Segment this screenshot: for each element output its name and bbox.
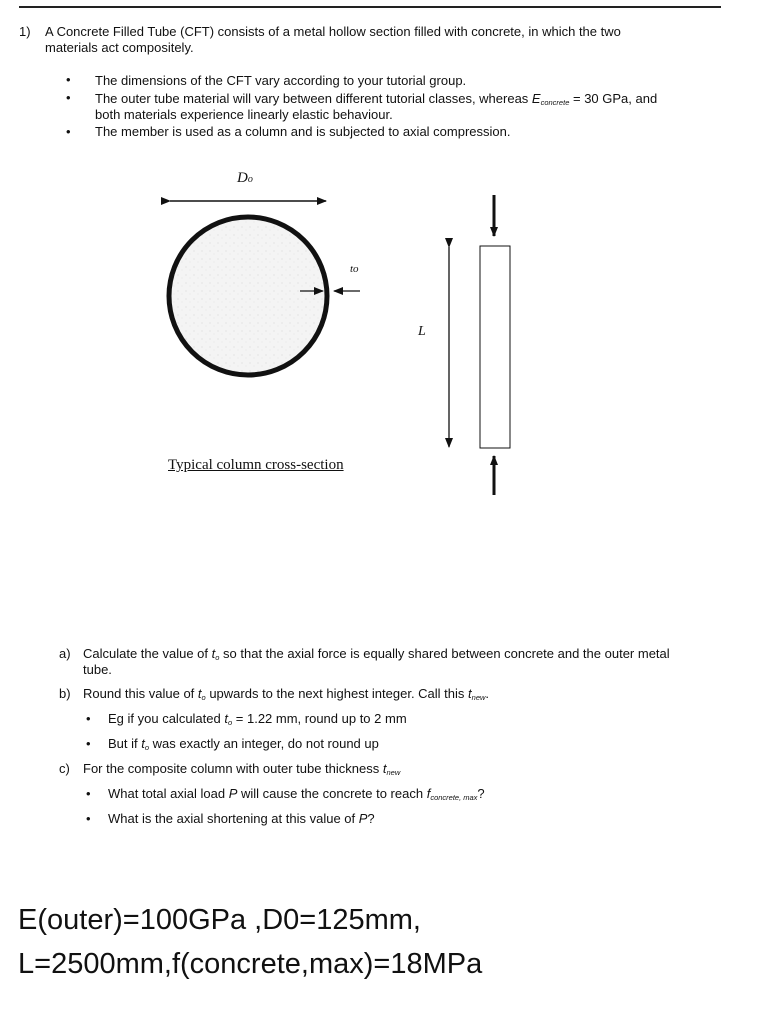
question-number: 1): [19, 24, 31, 39]
bullet-dot: •: [66, 124, 71, 139]
part-a-text-line2: tube.: [83, 662, 112, 677]
part-b-text: Round this value of $t_o$ upwards to the next highest integer. Call this $t_{new}$.: [83, 686, 490, 702]
part-c-shortening: What is the axial shortening at this value of P?: [108, 811, 375, 826]
bullet-dot: •: [86, 786, 91, 801]
part-a-text: Calculate the value of $t_o$ so that the axial force is equally shared between concrete and the outer metal: [83, 646, 670, 662]
question-intro-line2: materials act compositely.: [45, 40, 194, 55]
part-c-text: For the composite column with outer tube thickness $t_{new}$: [83, 761, 401, 777]
bullet-dot: •: [86, 811, 91, 826]
bullet-dot: •: [66, 90, 71, 105]
part-b-example: Eg if you calculated $t_o = 1.22$ mm, round up to 2 mm: [108, 711, 407, 727]
bullet-dot: •: [86, 711, 91, 726]
figure-caption: Typical column cross-section: [168, 457, 344, 473]
bullet-dot: •: [86, 736, 91, 751]
column-rectangle: [480, 246, 510, 448]
part-a-marker: a): [59, 646, 71, 661]
bullet-axial-compression: The member is used as a column and is subjected to axial compression.: [95, 124, 511, 139]
bullet-outer-tube: The outer tube material will vary between different tutorial classes, whereas $E_{concrete} = 30$ GPa, and: [95, 91, 658, 107]
part-c-axial-load: What total axial load P will cause the concrete to reach $f_{concrete, max}$?: [108, 786, 485, 802]
label-length: L: [418, 324, 426, 339]
given-values-line1: E(outer)=100GPa ,D0=125mm,: [18, 904, 421, 936]
question-intro-line1: A Concrete Filled Tube (CFT) consists of a metal hollow section filled with concrete, in which the two: [45, 24, 621, 39]
bullet-tutorial-group: The dimensions of the CFT vary according to your tutorial group.: [95, 73, 467, 88]
part-b-marker: b): [59, 686, 71, 701]
part-b-integer-note: But if $t_o$ was exactly an integer, do not round up: [108, 736, 379, 752]
label-thickness: to: [350, 263, 359, 275]
bullet-outer-tube-line2: both materials experience linearly elastic behaviour.: [95, 107, 393, 122]
tube-circle: [169, 217, 327, 375]
label-outer-diameter: Do: [237, 170, 253, 186]
bullet-dot: •: [66, 72, 71, 87]
given-values-line2: L=2500mm,f(concrete,max)=18MPa: [18, 948, 483, 980]
part-c-marker: c): [59, 761, 70, 776]
